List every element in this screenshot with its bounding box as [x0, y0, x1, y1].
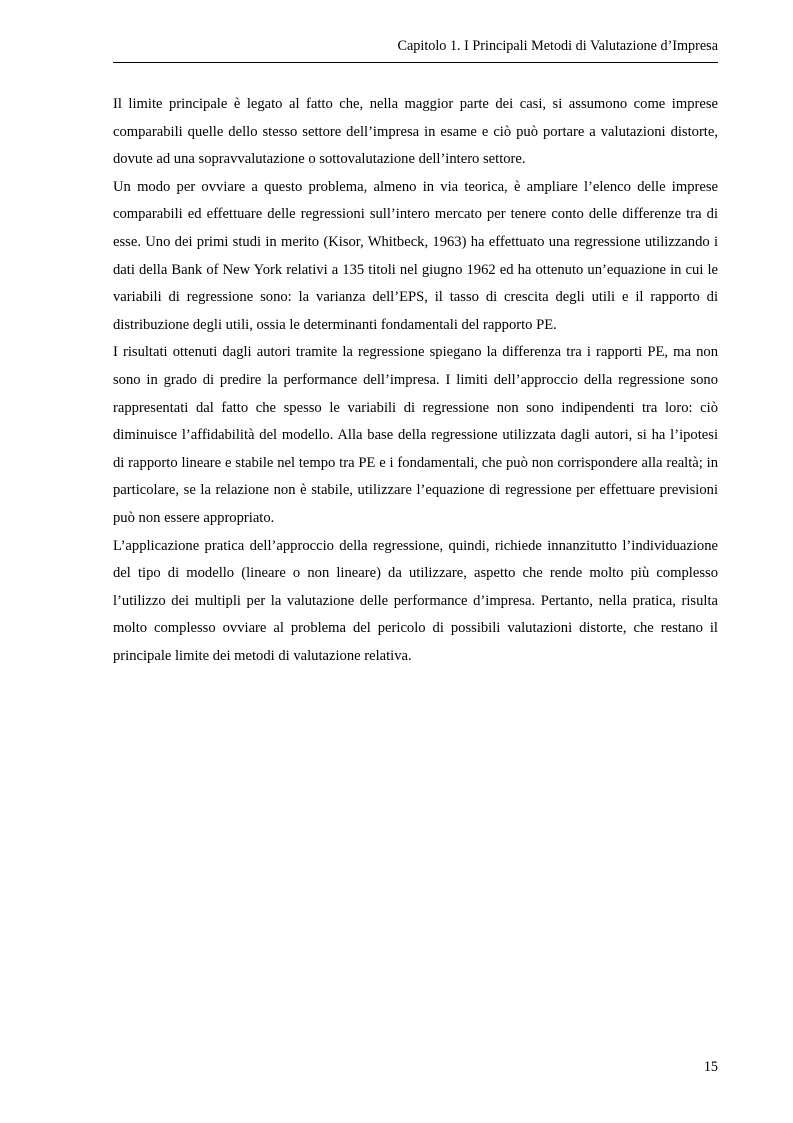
chapter-title: Capitolo 1. I Principali Metodi di Valutazione d’Impresa: [397, 38, 718, 54]
paragraph-regression-limits: I risultati ottenuti dagli autori tramite la regressione spiegano la differenza tra i rapporti PE, ma non sono in grado di predire la performance dell’impresa. I limiti dell’approccio della regressione sono rappresentati dal fatto che spesso le variabili di regressione non sono indipendenti tra loro: ciò diminuisce l’affidabilità del modello. Alla base della regressione utilizzata dagli autori, si ha l’ipotesi di rapporto lineare e stabile nel tempo tra PE e i fondamentali, che può non corrispondere alla realtà; in particolare, se la relazione non è stabile, utilizzare l’equazione di regressione per effettuare previsioni può non essere appropriato.: [113, 344, 718, 526]
paragraph-limit: Il limite principale è legato al fatto che, nella maggior parte dei casi, si assumono come imprese comparabili quelle dello stesso settore dell’impresa in esame e ciò può portare a valutazioni distorte, dovute ad una sopravvalutazione o sottovalutazione dell’intero settore.: [113, 96, 718, 168]
page-header: [113, 36, 718, 63]
body-text: [113, 91, 718, 670]
paragraph-practical-application: L’applicazione pratica dell’approccio della regressione, quindi, richiede innanzitutto l’individuazione del tipo di modello (lineare o non lineare) da utilizzare, aspetto che rende molto più complesso l’utilizzo dei multipli per la valutazione delle performance d’impresa. Pertanto, nella pratica, risulta molto complesso ovviare al problema del pericolo di possibili valutazioni distorte, che restano il principale limite dei metodi di valutazione relativa.: [113, 537, 718, 664]
page-number: 15: [703, 1059, 718, 1075]
paragraph-regression-study: Un modo per ovviare a questo problema, almeno in via teorica, è ampliare l’elenco delle imprese comparabili ed effettuare delle regressioni sull’intero mercato per tenere conto delle differenze tra di esse. Uno dei primi studi in merito (Kisor, Whitbeck, 1963) ha effettuato una regressione utilizzando i dati della Bank of New York relativi a 135 titoli nel giugno 1962 ed ha ottenuto un’equazione in cui le variabili di regressione sono: la varianza dell’EPS, il tasso di crescita degli utili e il rapporto di distribuzione degli utili, ossia le determinanti fondamentali del rapporto PE.: [113, 178, 718, 333]
